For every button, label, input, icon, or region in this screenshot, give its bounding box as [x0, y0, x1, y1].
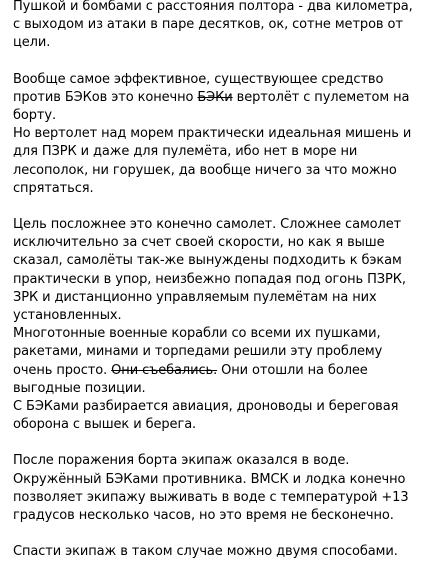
- strikethrough-text: Они съебались.: [111, 362, 218, 378]
- paragraph-3-text-b: Многотонные военные корабли со всеми их пушками, ракетами, минами и торпедами решили эту проблему очень просто.: [13, 326, 383, 378]
- strikethrough-text: БЭКи: [197, 89, 233, 105]
- paragraph-3: Цель посложнее это конечно самолет. Сложнее самолет исключительно за счет своей скорости, но как я выше сказал, самолёты так-же вынуждены подходить к бэкам практически в упор, неизбежно попадая под огонь ПЗРК, ЗРК и дистанционно управляемым пулемётам на них установленных.: [13, 217, 406, 324]
- paragraph-5: Спасти экипаж в таком случае можно двумя способами.: [13, 544, 398, 560]
- paragraph-gap: [13, 198, 423, 216]
- paragraph-3-text-c: Они отошли на более выгодные позиции.: [13, 362, 368, 396]
- paragraph-4: После поражения борта экипаж оказался в воде. Окружённый БЭКами противника. ВМСК и лодка конечно позволяет экипажу выживать в воде с температурой +13 градусов несколько часов, но это время не бесконечно.: [13, 453, 409, 524]
- paragraph-3-final: С БЭКами разбирается авиация, дроноводы и береговая оборона с вышек и берега.: [13, 399, 399, 433]
- paragraph-1: Пушкой и бомбами с расстояния полтора - два километра, с выходом из атаки в паре десятков, ок, сотне метров от цели.: [13, 0, 413, 51]
- paragraph-gap: [13, 434, 423, 452]
- paragraph-2-text-b: вертолёт с пулеметом на борту.: [13, 89, 410, 124]
- paragraph-gap: [13, 53, 423, 71]
- paragraph-2: [13, 71, 423, 126]
- paragraph-2-continued: Но вертолет над морем практически идеальная мишень и для ПЗРК и даже для пулемёта, ибо нет в море ни лесополок, ни горушек, да вообще ничего за что можно спрятаться.: [13, 126, 412, 196]
- message-text: [13, 0, 423, 561]
- paragraph-3-continued: [13, 325, 423, 398]
- paragraph-2-text-a: Вообще самое эффективное, существующее средство против БЭКов это конечно: [13, 71, 384, 105]
- paragraph-gap: [13, 525, 423, 543]
